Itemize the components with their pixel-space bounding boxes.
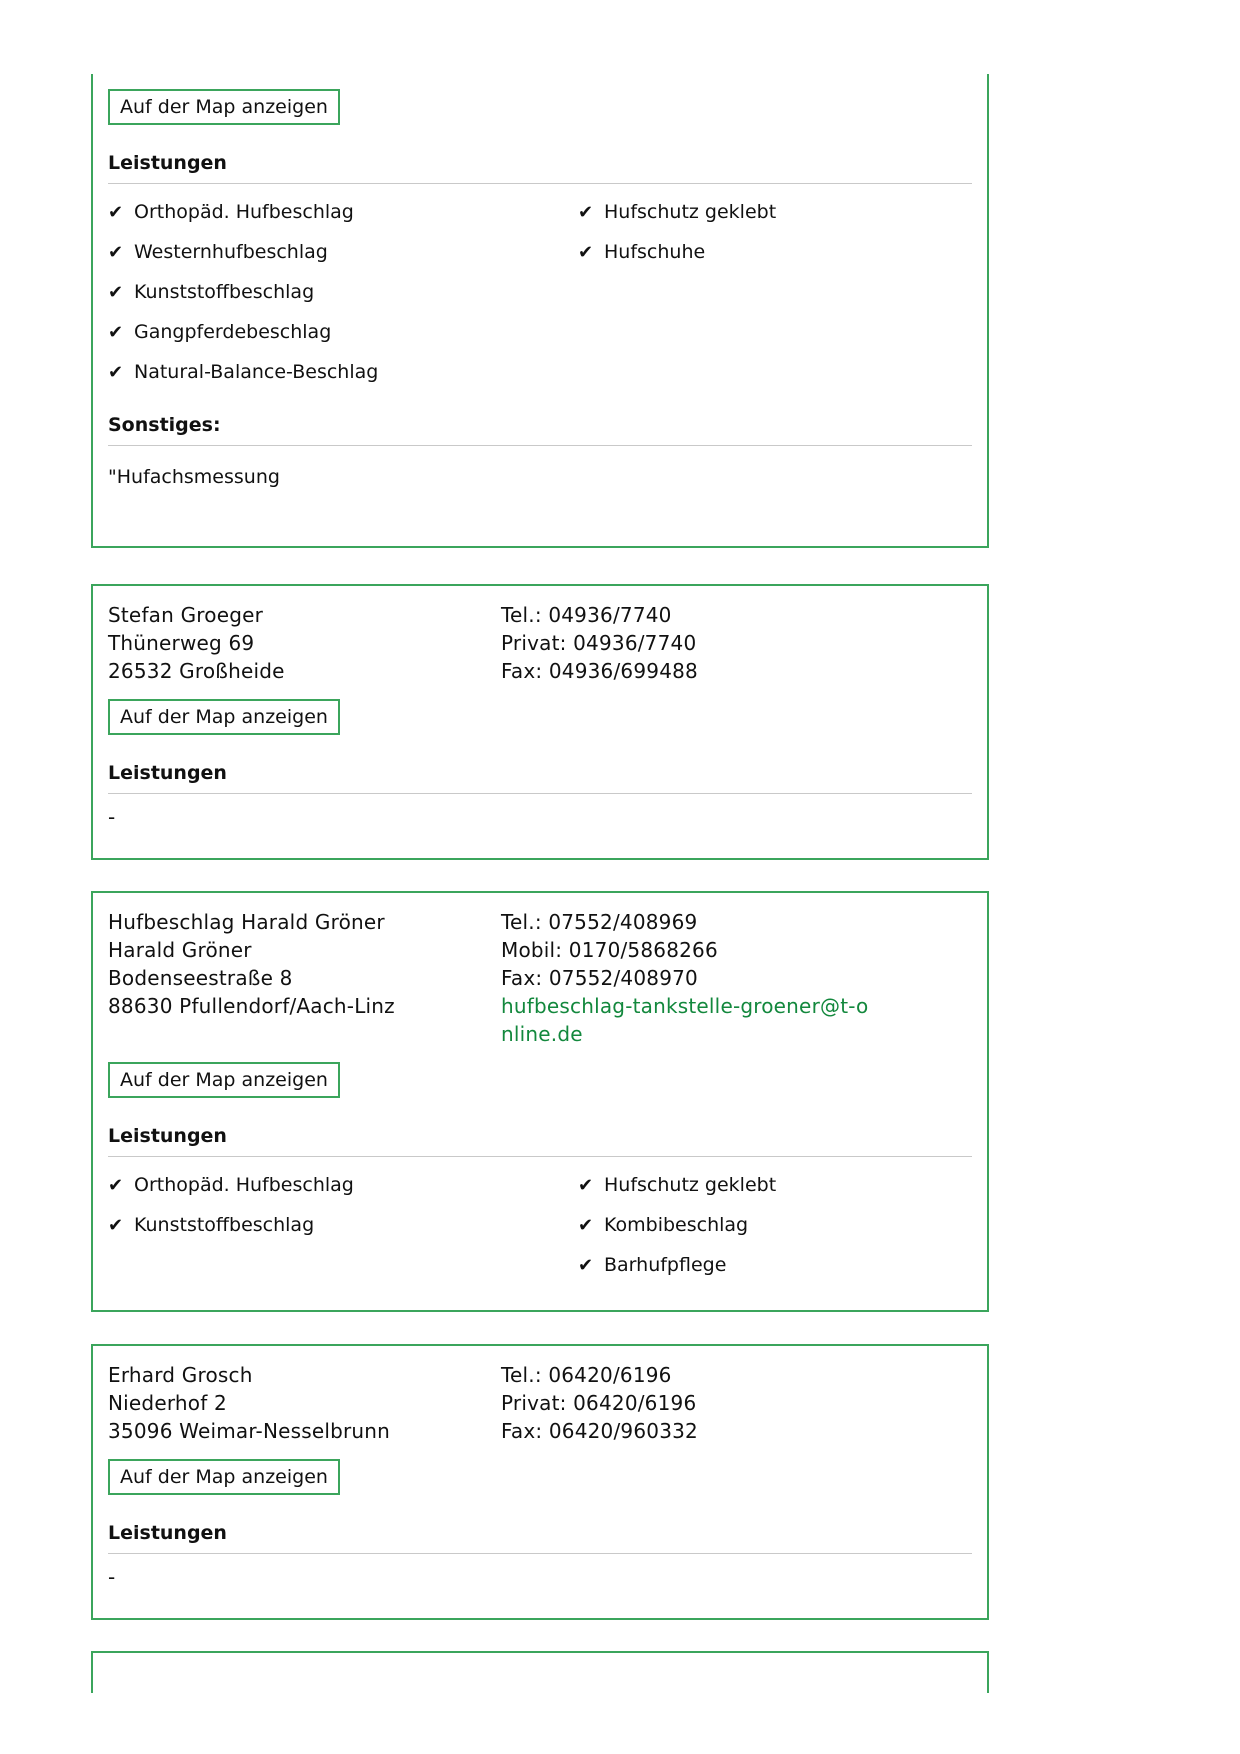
service-label: Hufschutz geklebt [604,201,777,223]
fax: Fax: 06420/960332 [501,1419,698,1443]
mobile-phone: Mobil: 0170/5868266 [501,938,718,962]
service-label: Westernhufbeschlag [134,241,328,263]
check-icon: ✔ [108,362,124,383]
check-icon: ✔ [108,282,124,303]
contact-info [501,601,972,685]
service-label: Kunststoffbeschlag [134,1214,315,1236]
service-label: Kombibeschlag [604,1214,749,1236]
service-item [108,1210,578,1250]
services-heading: Leistungen [108,1125,972,1157]
services-heading: Leistungen [108,152,972,184]
service-item [108,277,578,317]
email-link[interactable]: hufbeschlag-tankstelle-groener@t-online.de [501,994,869,1046]
services-right-column [578,1170,972,1290]
services-right-column [578,197,972,397]
check-icon: ✔ [578,1215,594,1236]
fax: Fax: 07552/408970 [501,966,698,990]
check-icon: ✔ [108,1215,124,1236]
service-label: Natural-Balance-Beschlag [134,361,379,383]
address [108,601,501,685]
address-line: Niederhof 2 [108,1391,227,1415]
service-label: Gangpferdebeschlag [134,321,332,343]
service-label: Hufschutz geklebt [604,1174,777,1196]
phone: Tel.: 06420/6196 [501,1363,672,1387]
farrier-card [91,1651,989,1693]
service-label: Barhufpflege [604,1254,727,1276]
services-left-column [108,1170,578,1290]
check-icon: ✔ [578,202,594,223]
farrier-card [91,891,989,1312]
service-item [108,1170,578,1210]
address-line: Stefan Groeger [108,603,264,627]
service-label: Hufschuhe [604,241,706,263]
contact-info [501,908,972,1048]
address-line: Bodenseestraße 8 [108,966,293,990]
address-line: 88630 Pfullendorf/Aach-Linz [108,994,395,1018]
contact-info [501,1361,972,1445]
phone: Tel.: 04936/7740 [501,603,672,627]
show-on-map-button[interactable]: Auf der Map anzeigen [108,699,340,735]
contact-block [108,601,972,685]
misc-text: "Hufachsmessung [108,466,280,488]
service-label: Orthopäd. Hufbeschlag [134,201,354,223]
private-phone: Privat: 06420/6196 [501,1391,697,1415]
show-on-map-button[interactable]: Auf der Map anzeigen [108,1062,340,1098]
check-icon: ✔ [578,1175,594,1196]
check-icon: ✔ [578,242,594,263]
service-item [578,1170,972,1210]
services-left-column [108,197,578,397]
address-line: 26532 Großheide [108,659,285,683]
services-list [108,197,972,397]
service-item [578,1210,972,1250]
check-icon: ✔ [108,322,124,343]
service-item [578,197,972,237]
contact-block [108,908,972,1048]
service-item [578,237,972,277]
farrier-card [91,1344,989,1620]
address [108,908,501,1048]
farrier-card [91,584,989,860]
private-phone: Privat: 04936/7740 [501,631,697,655]
check-icon: ✔ [108,202,124,223]
services-heading: Leistungen [108,762,972,794]
fax: Fax: 04936/699488 [501,659,698,683]
address-line: 35096 Weimar-Nesselbrunn [108,1419,391,1443]
service-label: Kunststoffbeschlag [134,281,315,303]
address-line: Hufbeschlag Harald Gröner [108,910,385,934]
service-item [108,197,578,237]
check-icon: ✔ [108,1175,124,1196]
service-item [578,1250,972,1290]
address-line: Harald Gröner [108,938,252,962]
misc-heading: Sonstiges: [108,414,972,446]
services-list [108,1170,972,1290]
farrier-card [91,74,989,548]
services-empty: - [108,1565,116,1589]
service-item [108,357,578,397]
services-empty: - [108,805,116,829]
check-icon: ✔ [578,1255,594,1276]
service-item [108,317,578,357]
address-line: Thünerweg 69 [108,631,255,655]
address [108,1361,501,1445]
contact-block [108,1361,972,1445]
show-on-map-button[interactable]: Auf der Map anzeigen [108,1459,340,1495]
check-icon: ✔ [108,242,124,263]
service-item [108,237,578,277]
service-label: Orthopäd. Hufbeschlag [134,1174,354,1196]
services-heading: Leistungen [108,1522,972,1554]
address-line: Erhard Grosch [108,1363,253,1387]
phone: Tel.: 07552/408969 [501,910,698,934]
show-on-map-button[interactable]: Auf der Map anzeigen [108,89,340,125]
